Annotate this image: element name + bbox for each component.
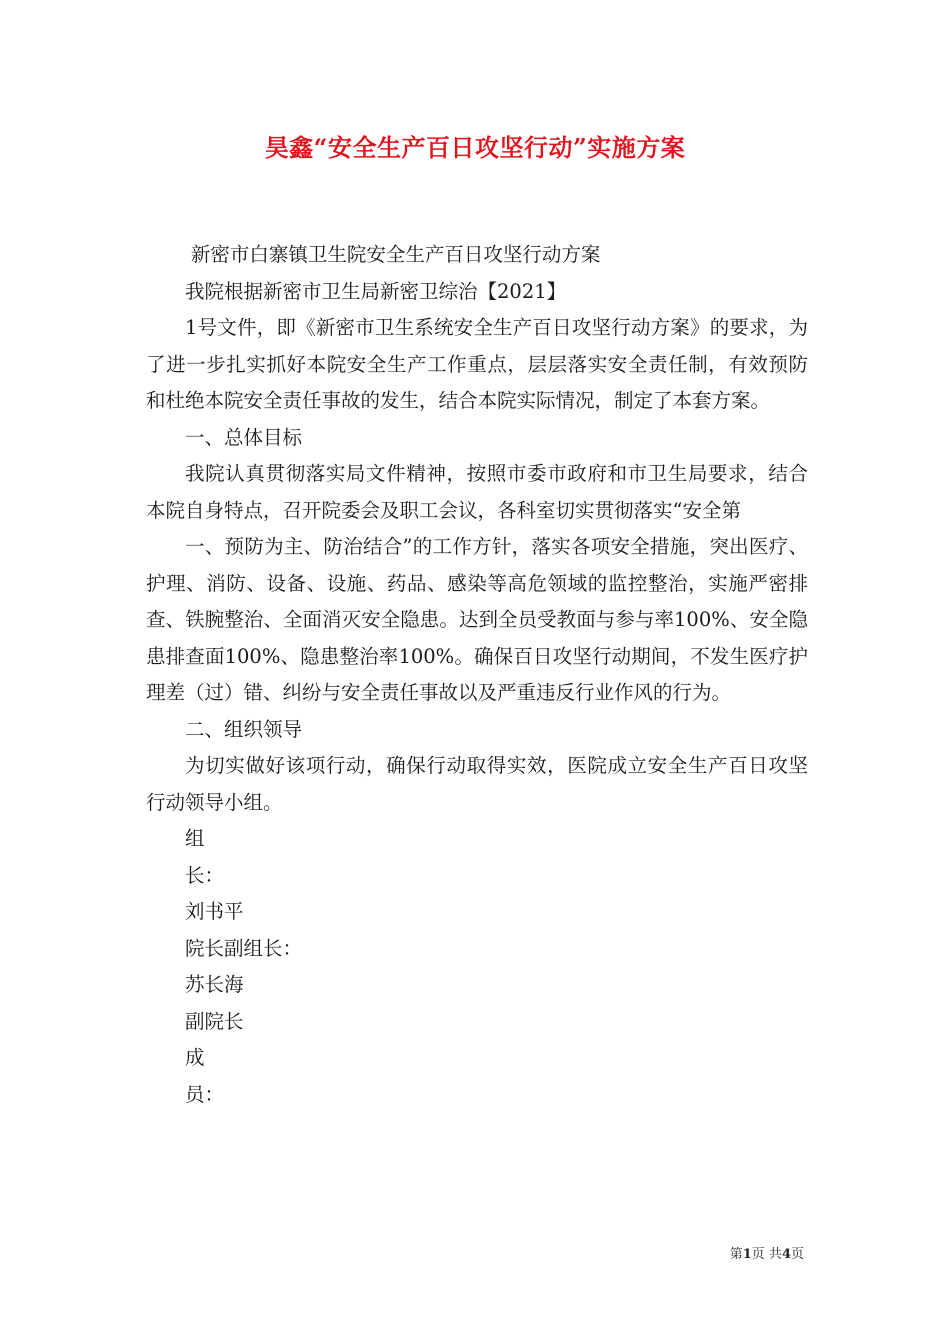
paragraph: 为切实做好该项行动，确保行动取得实效，医院成立安全生产百日攻坚行动领导小组。 <box>146 754 808 814</box>
footer-total-pages: 4 <box>781 1247 791 1262</box>
paragraph: 我院根据新密市卫生局新密卫综治【2021】 <box>185 279 567 303</box>
document-title: 昊鑫“安全生产百日攻坚行动”实施方案 <box>264 133 686 162</box>
paragraph: 我院认真贯彻落实局文件精神，按照市委市政府和市卫生局要求，结合本院自身特点，召开院委会及职工会议，各科室切实贯彻落实“安全第 <box>146 462 808 522</box>
section-heading: 二、组织领导 <box>185 717 303 741</box>
list-line: 刘书平 <box>185 900 244 923</box>
section-heading: 一、总体目标 <box>185 425 303 449</box>
footer-prefix: 第 <box>729 1247 743 1262</box>
page-footer <box>730 1246 804 1264</box>
list-line: 组 <box>185 827 205 850</box>
footer-suffix: 页 <box>790 1247 804 1262</box>
list-line: 苏长海 <box>185 973 244 996</box>
list-line: 成 <box>185 1046 205 1069</box>
document-body <box>146 237 808 1113</box>
paragraph: 1号文件，即《新密市卫生系统安全生产百日攻坚行动方案》的要求，为了进一步扎实抓好本院安全生产工作重点，层层落实安全责任制，有效预防和杜绝本院安全责任事故的发生，结合本院实际情况，制定了本套方案。 <box>146 316 808 412</box>
list-line: 院长副组长： <box>185 936 303 960</box>
list-line: 副院长 <box>185 1009 244 1033</box>
paragraph: 新密市白寨镇卫生院安全生产百日攻坚行动方案 <box>190 243 601 266</box>
paragraph: 一、预防为主、防治结合”的工作方针，落实各项安全措施，突出医疗、护理、消防、设备、设施、药品、感染等高危领域的监控整治，实施严密排查、铁腕整治、全面消灭安全隐患。达到全员受教面与参与率100%、安全隐患排查面100%、隐患整治率100%。确保百日攻坚行动期间，不发生医疗护理差（过）错、纠纷与安全责任事故以及严重违反行业作风的行为。 <box>146 535 808 704</box>
list-line: 员： <box>185 1082 225 1106</box>
footer-middle: 页 共 <box>751 1247 782 1262</box>
footer-page-number: 1 <box>742 1247 752 1262</box>
list-line: 长： <box>185 863 225 887</box>
